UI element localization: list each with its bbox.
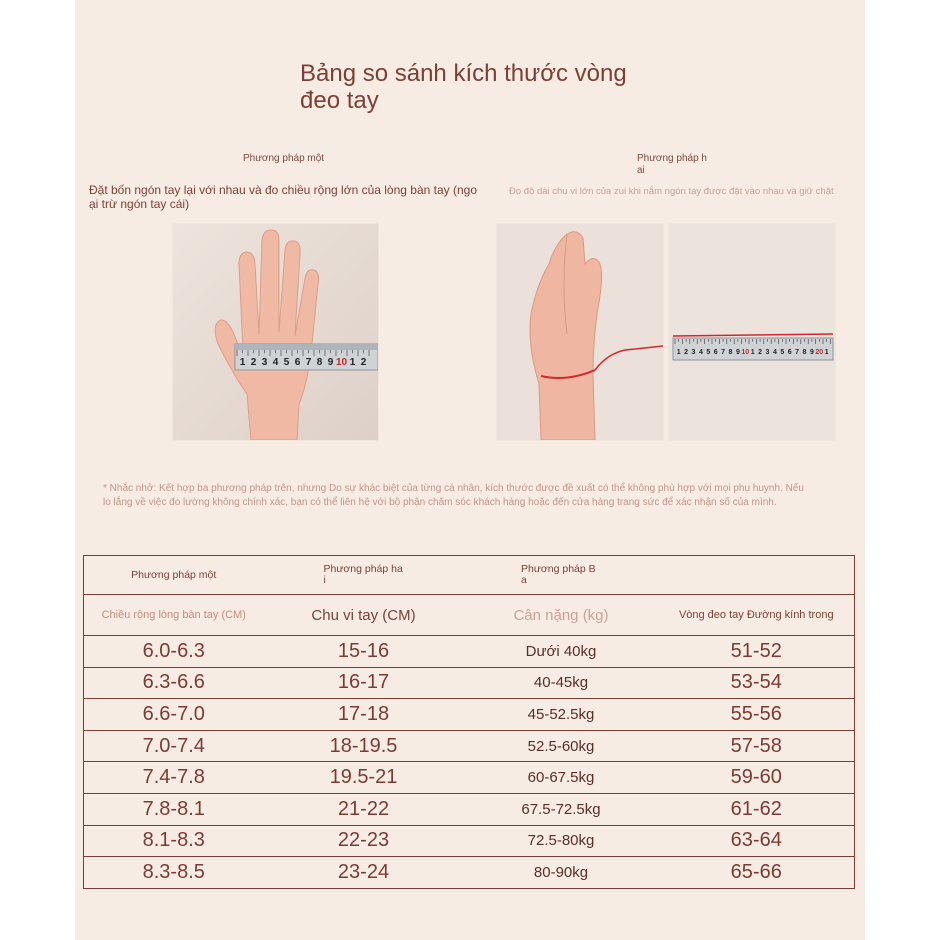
ruler-digit: 10 [741, 349, 750, 356]
ruler-digit: 9 [735, 349, 740, 356]
ruler-digit: 10 [335, 357, 348, 368]
diameter-cell: 57-58 [659, 730, 855, 762]
ruler-two [673, 338, 833, 360]
palm-width-photo [173, 224, 378, 440]
page-title: Bảng so sánh kích thước vòng đeo tay [300, 60, 627, 114]
ruler-digit: 8 [316, 357, 323, 368]
diameter-cell: 61-62 [659, 793, 855, 825]
ruler-one [235, 344, 378, 370]
ruler-digit: 6 [787, 349, 792, 356]
palm-width-cell: 7.0-7.4 [84, 730, 264, 762]
ruler-digit: 3 [691, 349, 696, 356]
diameter-cell: 65-66 [659, 857, 855, 889]
hand-with-ruler-illustration [173, 224, 378, 440]
ruler-digit: 8 [802, 349, 807, 356]
diameter-cell: 53-54 [659, 667, 855, 699]
method-two-description: Đo độ dài chu vi lớn của zui khi nắm ngón tay được đặt vào nhau và giữ chặt [509, 186, 834, 197]
ruler-digit: 7 [721, 349, 726, 356]
ruler-digit: 1 [750, 349, 755, 356]
ruler-digit: 5 [283, 357, 290, 368]
circumference-cell: 15-16 [264, 636, 464, 668]
palm-width-cell: 6.0-6.3 [84, 636, 264, 668]
circumference-cell: 21-22 [264, 793, 464, 825]
table-row [84, 730, 855, 762]
method-header-cell [659, 556, 855, 595]
weight-cell: 45-52.5kg [464, 699, 659, 731]
hand-circumference-header: Chu vi tay (CM) [264, 595, 464, 636]
palm-width-header: Chiều rộng lòng bàn tay (CM) [84, 595, 264, 636]
table-row [84, 793, 855, 825]
ruler-digit: 9 [327, 357, 334, 368]
weight-cell: 60-67.5kg [464, 762, 659, 794]
string-on-ruler-illustration [669, 224, 835, 440]
ruler-digit: 3 [765, 349, 770, 356]
weight-header: Cân nặng (kg) [464, 595, 659, 636]
ruler-digit: 3 [261, 357, 268, 368]
ruler-digit: 7 [305, 357, 312, 368]
ruler-digit: 5 [780, 349, 785, 356]
ruler-digit: 9 [809, 349, 814, 356]
method-two-label: Phương pháp hai [637, 153, 707, 176]
palm-width-cell: 8.3-8.5 [84, 857, 264, 889]
reminder-note: * Nhắc nhở: Kết hợp ba phương pháp trên, nhưng Do sự khác biệt của từng cá nhân, kích thước được đề xuất có thể không phù hợp với mọi phụ huynh. Nếu lo lắng về việc đo lường không chính xác, bạn có thể liên hệ với bộ phận chăm sóc khách hàng hoặc đến cửa hàng trang sức để xác nhận số của mình. [103, 483, 804, 508]
circumference-cell: 17-18 [264, 699, 464, 731]
weight-cell: 72.5-80kg [464, 825, 659, 857]
table-row [84, 857, 855, 889]
ruler-digit: 4 [772, 349, 777, 356]
method-header-row [84, 556, 855, 595]
table-row [84, 667, 855, 699]
table-row [84, 825, 855, 857]
circumference-cell: 22-23 [264, 825, 464, 857]
ruler-digit: 8 [728, 349, 733, 356]
weight-cell: 67.5-72.5kg [464, 793, 659, 825]
ruler-digit: 1 [676, 349, 681, 356]
inner-diameter-header: Vòng đeo tay Đường kính trong [659, 595, 855, 636]
table-row [84, 762, 855, 794]
method-header-cell: Phương pháp Ba [464, 556, 659, 595]
ruler-digit: 20 [815, 349, 824, 356]
ruler-digit: 6 [713, 349, 718, 356]
diameter-cell: 59-60 [659, 762, 855, 794]
palm-width-cell: 8.1-8.3 [84, 825, 264, 857]
palm-width-cell: 6.3-6.6 [84, 667, 264, 699]
weight-cell: Dưới 40kg [464, 636, 659, 668]
hand-with-string-illustration [497, 224, 663, 440]
circumference-cell: 23-24 [264, 857, 464, 889]
palm-width-cell: 7.4-7.8 [84, 762, 264, 794]
size-comparison-table [83, 555, 855, 889]
ruler-digit: 6 [294, 357, 301, 368]
column-header-row [84, 595, 855, 636]
palm-width-cell: 6.6-7.0 [84, 699, 264, 731]
ruler-digit: 1 [349, 357, 356, 368]
method-one-description: Đặt bốn ngón tay lại với nhau và đo chiều rộng lớn của lòng bàn tay (ngoại trừ ngón tay cái) [89, 183, 477, 211]
weight-cell: 80-90kg [464, 857, 659, 889]
ruler-digit: 4 [272, 357, 279, 368]
table-row [84, 699, 855, 731]
circumference-cell: 16-17 [264, 667, 464, 699]
fist-circumference-photo [497, 224, 663, 440]
ruler-digit: 2 [684, 349, 689, 356]
method-header-cell: Phương pháp hai [264, 556, 464, 595]
diameter-cell: 55-56 [659, 699, 855, 731]
circumference-cell: 19.5-21 [264, 762, 464, 794]
ruler-digit: 1 [824, 349, 829, 356]
ruler-digit: 7 [795, 349, 800, 356]
circumference-cell: 18-19.5 [264, 730, 464, 762]
ruler-digit: 2 [250, 357, 257, 368]
weight-cell: 40-45kg [464, 667, 659, 699]
palm-width-cell: 7.8-8.1 [84, 793, 264, 825]
ruler-digit: 5 [706, 349, 711, 356]
ruler-digit: 2 [758, 349, 763, 356]
string-ruler-photo [669, 224, 835, 440]
table-row [84, 636, 855, 668]
ruler-digit: 1 [239, 357, 246, 368]
weight-cell: 52.5-60kg [464, 730, 659, 762]
diameter-cell: 51-52 [659, 636, 855, 668]
diameter-cell: 63-64 [659, 825, 855, 857]
method-header-cell: Phương pháp một [84, 556, 264, 595]
ruler-digit: 2 [360, 357, 367, 368]
ruler-digit: 4 [698, 349, 703, 356]
method-one-label: Phương pháp một [243, 153, 325, 164]
